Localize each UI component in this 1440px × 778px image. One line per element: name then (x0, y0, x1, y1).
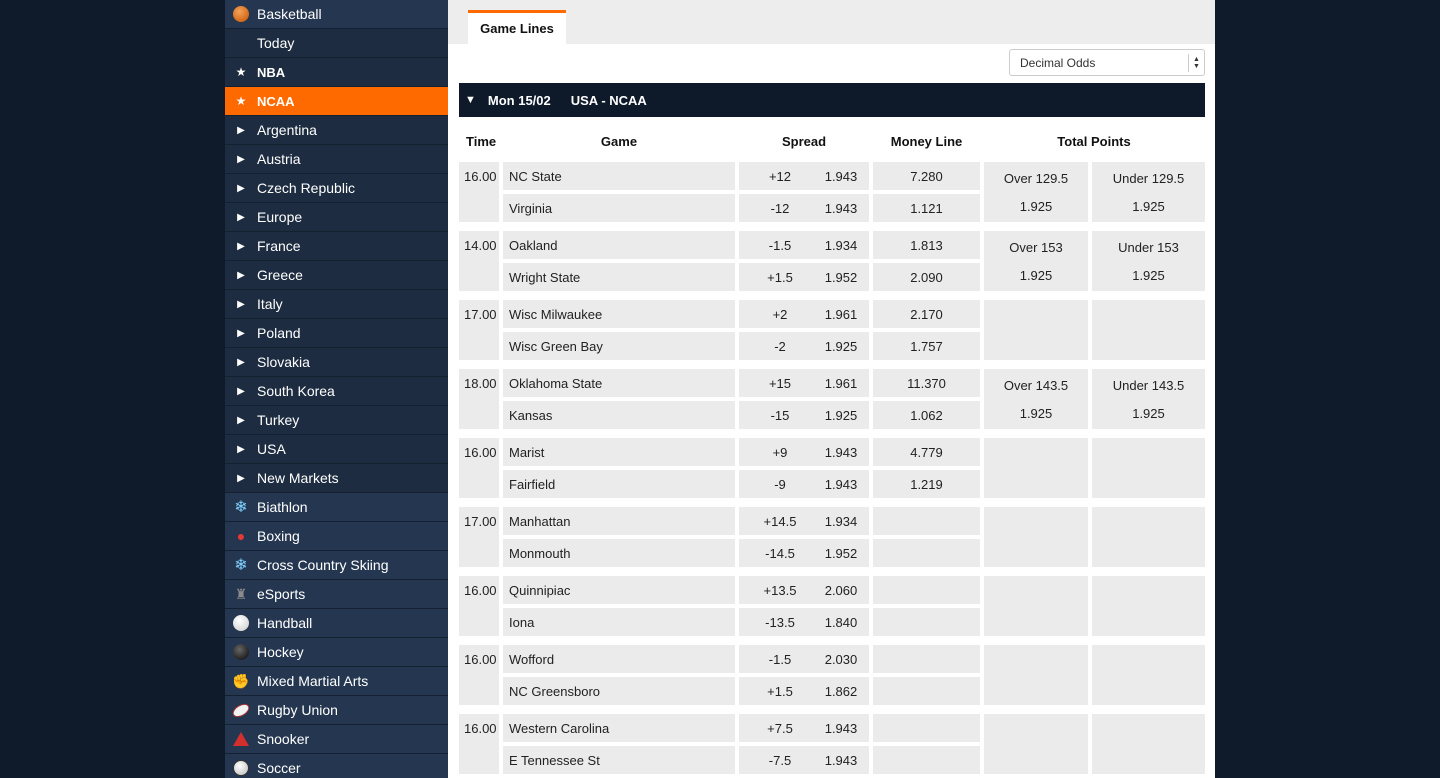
spread-points: +15 (768, 375, 792, 391)
boxing-glove-icon: ● (236, 528, 246, 544)
sidebar-item-label: Poland (257, 325, 301, 341)
spread-bet-button[interactable] (739, 263, 869, 291)
moneyline-odds: 2.170 (910, 306, 943, 322)
sidebar-item-soccer[interactable] (225, 754, 448, 778)
soccer-ball-icon (225, 760, 257, 776)
spread-odds: 1.925 (824, 338, 858, 354)
spread-bet-button[interactable] (739, 507, 869, 535)
sidebar-item-new-markets[interactable] (225, 464, 448, 493)
moneyline-bet-button[interactable] (873, 194, 980, 222)
team-name: Manhattan (503, 507, 735, 535)
under-bet-button[interactable] (1092, 162, 1205, 222)
caret-right-icon: ▶ (237, 211, 245, 223)
spread-bet-button[interactable] (739, 231, 869, 259)
spread-odds: 2.030 (824, 651, 858, 667)
game-row (459, 714, 1205, 778)
star-icon: ★ (235, 94, 247, 108)
sidebar-item-label: Snooker (257, 731, 310, 747)
spread-bet-button[interactable] (739, 608, 869, 636)
spread-odds: 1.943 (824, 752, 858, 768)
spread-points: +12 (768, 168, 792, 184)
game-time: 16.00 (459, 438, 499, 498)
team-name: Wisc Milwaukee (503, 300, 735, 328)
spread-points: -1.5 (768, 237, 792, 253)
caret-right-icon: ▶ (237, 124, 245, 136)
over-line: Over 153 (1009, 240, 1063, 255)
spread-points: -2 (774, 338, 786, 354)
moneyline-bet-button[interactable] (873, 645, 980, 673)
handball-icon (225, 615, 257, 631)
spread-odds: 1.961 (824, 306, 858, 322)
game-time: 17.00 (459, 507, 499, 567)
sidebar-item-label: USA (257, 441, 286, 457)
spread-odds: 1.934 (824, 237, 858, 253)
sidebar-item-label: Argentina (257, 122, 317, 138)
sidebar-item-label: Turkey (257, 412, 300, 428)
moneyline-odds: 1.121 (910, 200, 943, 216)
spread-points: -9 (774, 476, 786, 492)
moneyline-bet-button[interactable] (873, 746, 980, 774)
spread-odds: 2.060 (824, 582, 858, 598)
sidebar-item-czech-republic[interactable] (225, 174, 448, 203)
caret-right-icon: ▶ (237, 240, 245, 252)
moneyline-bet-button[interactable] (873, 263, 980, 291)
sidebar-item-slovakia[interactable] (225, 348, 448, 377)
spread-bet-button[interactable] (739, 194, 869, 222)
caret-right-icon: ▶ (237, 327, 245, 339)
game-time: 16.00 (459, 645, 499, 705)
spread-points: -13.5 (765, 614, 795, 630)
over-bet-button[interactable] (984, 231, 1088, 291)
caret-right-icon: ▶ (237, 269, 245, 281)
spread-points: +9 (772, 444, 788, 460)
team-name: Western Carolina (503, 714, 735, 742)
caret-right-icon: ▶ (237, 182, 245, 194)
sidebar-item-label: Czech Republic (257, 180, 356, 196)
spread-bet-button[interactable] (739, 332, 869, 360)
sidebar-item-label: Boxing (257, 528, 300, 544)
team-name: NC Greensboro (503, 677, 735, 705)
sidebar-item-label: Biathlon (257, 499, 308, 515)
sidebar-item-greece[interactable] (225, 261, 448, 290)
team-name: Iona (503, 608, 735, 636)
spread-points: +14.5 (763, 513, 797, 529)
game-row (459, 231, 1205, 300)
spread-odds: 1.961 (824, 375, 858, 391)
spread-bet-button[interactable] (739, 162, 869, 190)
moneyline-odds: 1.757 (910, 338, 943, 354)
sidebar-item-label: eSports (257, 586, 306, 602)
under-line: Under 143.5 (1112, 378, 1185, 393)
over-bet-button[interactable] (984, 576, 1088, 636)
sidebar-item-label: Europe (257, 209, 303, 225)
spread-bet-button[interactable] (739, 369, 869, 397)
sidebar-item-label: Austria (257, 151, 301, 167)
spread-points: +2 (772, 306, 788, 322)
spread-odds: 1.934 (824, 513, 858, 529)
under-bet-button[interactable] (1092, 300, 1205, 360)
star-icon: ★ (235, 65, 247, 79)
spread-odds: 1.943 (824, 444, 858, 460)
rugby-ball-icon (225, 705, 257, 716)
col-total-points: Total Points (1057, 134, 1131, 149)
moneyline-bet-button[interactable] (873, 231, 980, 259)
moneyline-bet-button[interactable] (873, 714, 980, 742)
moneyline-odds: 1.813 (910, 237, 943, 253)
sidebar-item-label: Today (257, 35, 295, 51)
caret-right-icon: ▶ (237, 298, 245, 310)
caret-right-icon: ▶ (237, 443, 245, 455)
game-time: 17.00 (459, 300, 499, 360)
team-name: Quinnipiac (503, 576, 735, 604)
spread-odds: 1.943 (824, 168, 858, 184)
under-odds: 1.925 (1132, 268, 1165, 283)
moneyline-bet-button[interactable] (873, 369, 980, 397)
basketball-icon (225, 6, 257, 22)
moneyline-bet-button[interactable] (873, 576, 980, 604)
sidebar-item-label: Italy (257, 296, 283, 312)
team-name: Monmouth (503, 539, 735, 567)
over-bet-button[interactable] (984, 438, 1088, 498)
snowflake-icon: ❄ (234, 499, 248, 516)
team-name: E Tennessee St (503, 746, 735, 774)
team-name: Wofford (503, 645, 735, 673)
moneyline-bet-button[interactable] (873, 332, 980, 360)
moneyline-bet-button[interactable] (873, 401, 980, 429)
sidebar-item-turkey[interactable] (225, 406, 448, 435)
joystick-icon: ♜ (234, 585, 248, 602)
spread-points: +1.5 (767, 269, 793, 285)
spread-bet-button[interactable] (739, 714, 869, 742)
spread-odds: 1.862 (824, 683, 858, 699)
over-bet-button[interactable] (984, 162, 1088, 222)
moneyline-bet-button[interactable] (873, 300, 980, 328)
sidebar-item-label: South Korea (257, 383, 335, 399)
event-league: USA - NCAA (570, 92, 647, 108)
sidebar-item-label: Basketball (257, 6, 322, 22)
game-row (459, 300, 1205, 369)
moneyline-odds: 2.090 (910, 269, 943, 285)
game-row (459, 645, 1205, 714)
over-line: Over 143.5 (1003, 378, 1069, 393)
game-row (459, 369, 1205, 438)
over-bet-button[interactable] (984, 714, 1088, 774)
hockey-puck-icon (225, 644, 257, 660)
sidebar-item-label: Hockey (257, 644, 304, 660)
sidebar-item-label: NBA (257, 64, 286, 80)
spread-points: -14.5 (765, 545, 795, 561)
under-bet-button[interactable] (1092, 231, 1205, 291)
spread-points: -1.5 (768, 651, 792, 667)
sidebar-item-austria[interactable] (225, 145, 448, 174)
over-bet-button[interactable] (984, 645, 1088, 705)
spread-odds: 1.840 (824, 614, 858, 630)
sidebar-item-italy[interactable] (225, 290, 448, 319)
under-bet-button[interactable] (1092, 576, 1205, 636)
team-name: Wisc Green Bay (503, 332, 735, 360)
caret-right-icon: ▶ (237, 153, 245, 165)
sidebar-item-label: Greece (257, 267, 303, 283)
spread-bet-button[interactable] (739, 470, 869, 498)
team-name: NC State (503, 162, 735, 190)
select-arrows-icon: ▲ ▼ (1188, 54, 1204, 72)
sidebar-item-cross-country-skiing[interactable] (225, 551, 448, 580)
col-spread: Spread (781, 134, 827, 149)
spread-odds: 1.943 (824, 476, 858, 492)
sidebar-item-boxing[interactable] (225, 522, 448, 551)
moneyline-bet-button[interactable] (873, 677, 980, 705)
spread-points: -15 (770, 407, 790, 423)
sidebar-item-label: New Markets (257, 470, 339, 486)
game-time: 16.00 (459, 162, 499, 222)
spread-odds: 1.925 (824, 407, 858, 423)
game-row (459, 576, 1205, 645)
snooker-triangle-icon (225, 732, 257, 746)
sidebar-item-usa[interactable] (225, 435, 448, 464)
team-name: Oakland (503, 231, 735, 259)
sidebar-item-hockey[interactable] (225, 638, 448, 667)
sidebar-item-france[interactable] (225, 232, 448, 261)
under-odds: 1.925 (1132, 406, 1165, 421)
sidebar-item-label: Handball (257, 615, 313, 631)
sidebar-item-rugby-union[interactable] (225, 696, 448, 725)
spread-bet-button[interactable] (739, 401, 869, 429)
moneyline-odds: 4.779 (910, 444, 943, 460)
spread-bet-button[interactable] (739, 300, 869, 328)
game-time: 18.00 (459, 369, 499, 429)
sidebar-item-south-korea[interactable] (225, 377, 448, 406)
caret-right-icon: ▶ (237, 414, 245, 426)
tab-game-lines[interactable]: Game Lines (468, 10, 566, 44)
game-time: 14.00 (459, 231, 499, 291)
moneyline-odds: 11.370 (907, 375, 946, 391)
sidebar-item-label: NCAA (257, 93, 295, 109)
sidebar-item-basketball[interactable] (225, 0, 448, 29)
moneyline-bet-button[interactable] (873, 608, 980, 636)
team-name: Virginia (503, 194, 735, 222)
over-bet-button[interactable] (984, 300, 1088, 360)
over-bet-button[interactable] (984, 369, 1088, 429)
under-bet-button[interactable] (1092, 714, 1205, 774)
over-odds: 1.925 (1019, 406, 1053, 421)
team-name: Fairfield (503, 470, 735, 498)
under-bet-button[interactable] (1092, 438, 1205, 498)
under-bet-button[interactable] (1092, 507, 1205, 567)
spread-odds: 1.952 (824, 545, 858, 561)
games-list (459, 162, 1205, 778)
snowflake-icon: ❄ (234, 557, 248, 574)
team-name: Marist (503, 438, 735, 466)
sidebar-item-argentina[interactable] (225, 116, 448, 145)
under-bet-button[interactable] (1092, 369, 1205, 429)
moneyline-bet-button[interactable] (873, 507, 980, 535)
under-bet-button[interactable] (1092, 645, 1205, 705)
spread-bet-button[interactable] (739, 438, 869, 466)
over-odds: 1.925 (1019, 268, 1053, 283)
col-money-line: Money Line (890, 134, 963, 149)
over-odds: 1.925 (1019, 199, 1053, 214)
under-odds: 1.925 (1132, 199, 1165, 214)
sidebar-item-label: Cross Country Skiing (257, 557, 389, 573)
sidebar-item-label: Slovakia (257, 354, 310, 370)
over-line: Over 129.5 (1003, 171, 1069, 186)
game-row (459, 162, 1205, 231)
moneyline-bet-button[interactable] (873, 162, 980, 190)
spread-bet-button[interactable] (739, 677, 869, 705)
sidebar-item-nba[interactable] (225, 58, 448, 87)
under-line: Under 153 (1118, 240, 1179, 255)
sport-sidebar (225, 0, 448, 778)
sidebar-item-europe[interactable] (225, 203, 448, 232)
moneyline-bet-button[interactable] (873, 470, 980, 498)
moneyline-odds: 1.219 (910, 476, 943, 492)
collapse-triangle-icon[interactable]: ▼ (465, 94, 476, 106)
team-name: Oklahoma State (503, 369, 735, 397)
mma-glove-icon: ✊ (232, 672, 250, 689)
moneyline-odds: 7.280 (910, 168, 943, 184)
sidebar-item-ncaa[interactable] (225, 87, 448, 116)
sidebar-item-handball[interactable] (225, 609, 448, 638)
spread-bet-button[interactable] (739, 539, 869, 567)
tab-bar (448, 0, 1215, 44)
event-header[interactable] (459, 83, 1205, 117)
moneyline-bet-button[interactable] (873, 539, 980, 567)
over-bet-button[interactable] (984, 507, 1088, 567)
spread-odds: 1.943 (824, 200, 858, 216)
column-headers (459, 132, 1205, 152)
game-row (459, 438, 1205, 507)
main-content (448, 0, 1215, 778)
spread-points: +1.5 (767, 683, 793, 699)
game-time: 16.00 (459, 714, 499, 774)
caret-right-icon: ▶ (237, 472, 245, 484)
odds-format-select[interactable] (1009, 49, 1205, 76)
sidebar-item-label: Mixed Martial Arts (257, 673, 369, 689)
odds-format-value: Decimal Odds (1020, 55, 1096, 70)
under-line: Under 129.5 (1112, 171, 1185, 186)
event-date: Mon 15/02 (487, 92, 551, 108)
sidebar-item-mixed-martial-arts[interactable] (225, 667, 448, 696)
spread-odds: 1.943 (824, 720, 858, 736)
sidebar-item-label: Soccer (257, 760, 301, 776)
spread-bet-button[interactable] (739, 645, 869, 673)
sidebar-item-snooker[interactable] (225, 725, 448, 754)
moneyline-odds: 1.062 (910, 407, 943, 423)
caret-right-icon: ▶ (237, 356, 245, 368)
caret-right-icon: ▶ (237, 385, 245, 397)
team-name: Wright State (503, 263, 735, 291)
spread-odds: 1.952 (824, 269, 858, 285)
sidebar-item-esports[interactable] (225, 580, 448, 609)
moneyline-bet-button[interactable] (873, 438, 980, 466)
sidebar-item-today[interactable] (225, 29, 448, 58)
spread-points: +7.5 (767, 720, 793, 736)
team-name: Kansas (503, 401, 735, 429)
sidebar-item-label: France (257, 238, 301, 254)
sidebar-item-poland[interactable] (225, 319, 448, 348)
col-game: Game (600, 134, 638, 149)
spread-points: -7.5 (768, 752, 792, 768)
sidebar-item-biathlon[interactable] (225, 493, 448, 522)
game-row (459, 507, 1205, 576)
game-time: 16.00 (459, 576, 499, 636)
spread-bet-button[interactable] (739, 746, 869, 774)
sidebar-item-label: Rugby Union (257, 702, 338, 718)
spread-bet-button[interactable] (739, 576, 869, 604)
col-time: Time (466, 134, 497, 149)
spread-points: -12 (770, 200, 790, 216)
spread-points: +13.5 (763, 582, 797, 598)
